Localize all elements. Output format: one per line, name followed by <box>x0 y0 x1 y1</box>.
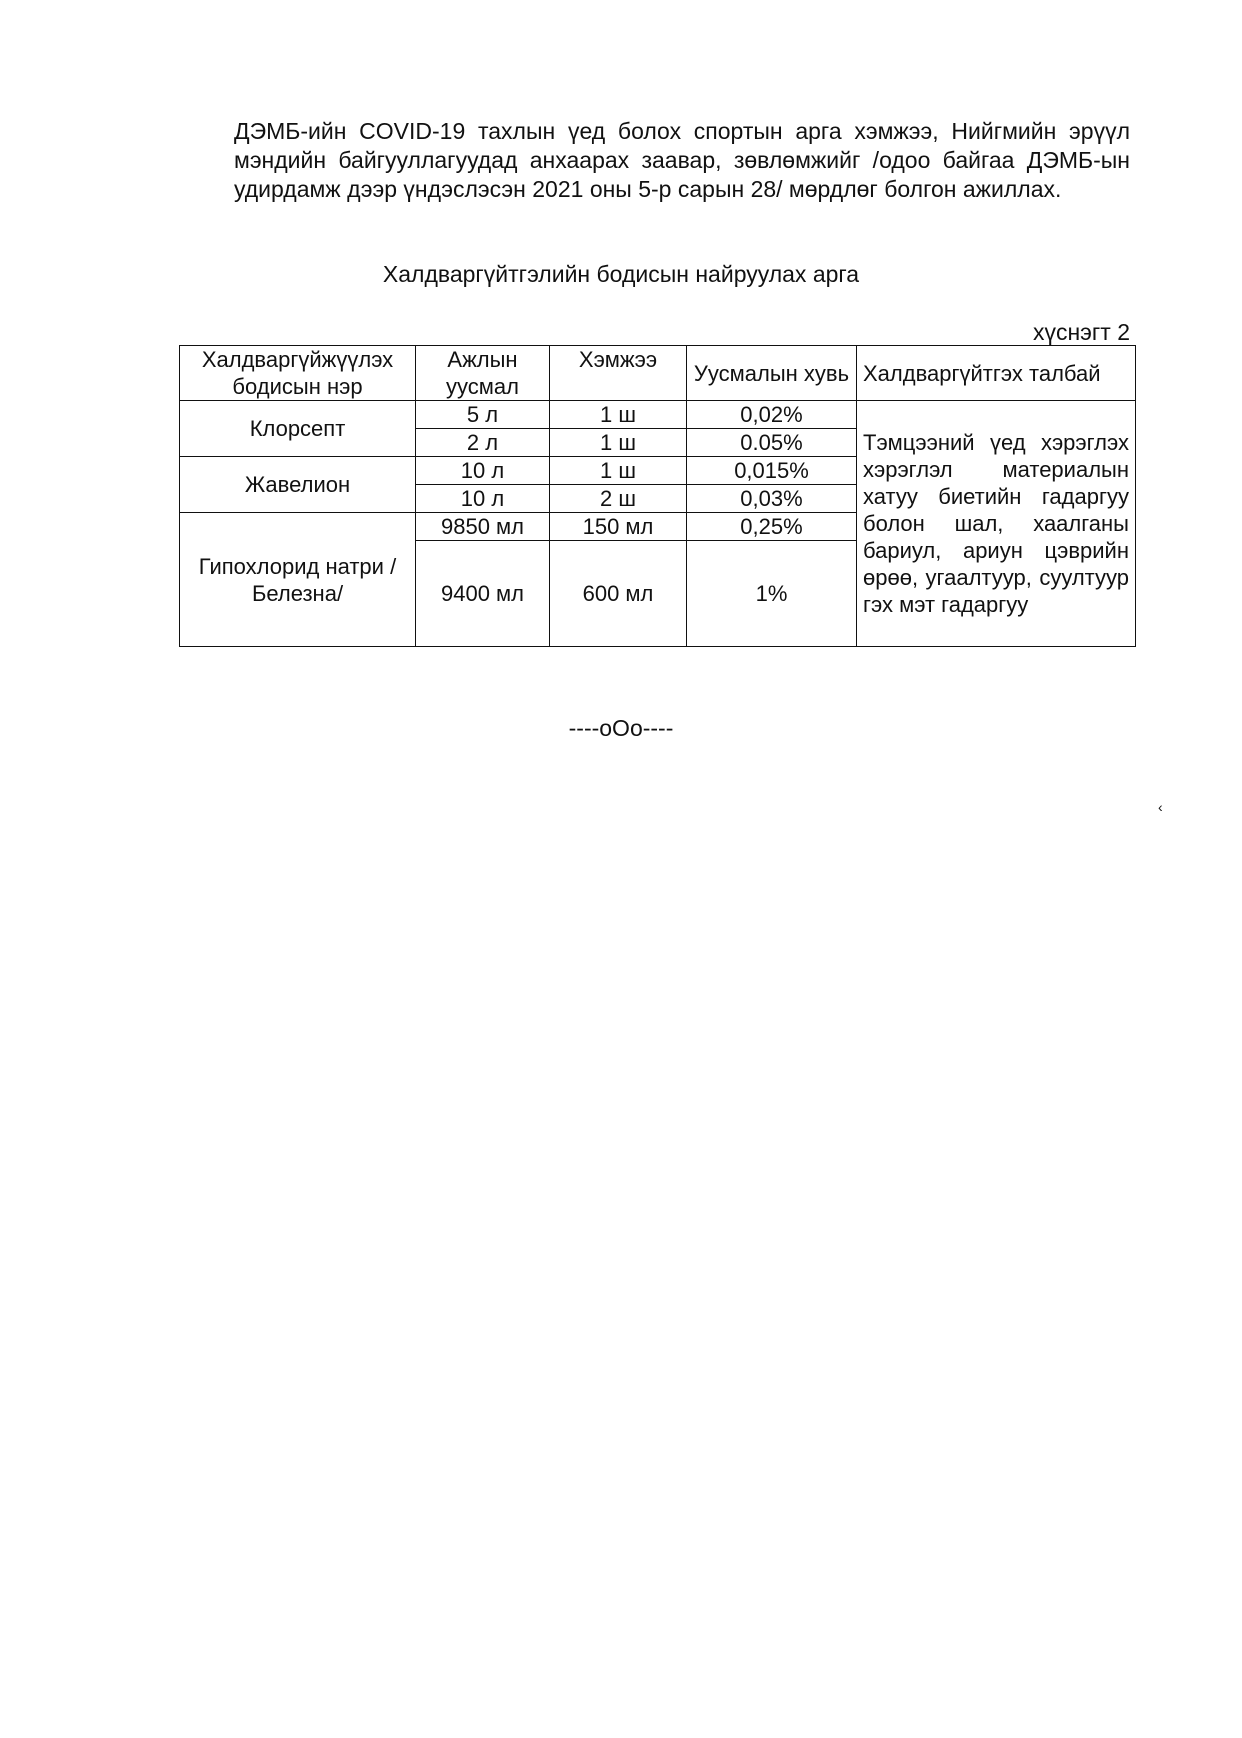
working-solution-cell: 2 л <box>416 429 550 457</box>
working-solution-cell: 10 л <box>416 457 550 485</box>
header-amount: Хэмжээ <box>550 346 687 401</box>
table-title: Халдваргүйтгэлийн бодисын найруулах арга <box>382 261 860 287</box>
working-solution-cell: 5 л <box>416 401 550 429</box>
percent-cell: 0,015% <box>687 457 857 485</box>
header-area: Халдваргүйтгэх талбай <box>857 346 1136 401</box>
substance-name: Гипохлорид натри /Белезна/ <box>180 513 416 647</box>
amount-cell: 2 ш <box>550 485 687 513</box>
intro-paragraph: ДЭМБ-ийн COVID-19 тахлын үед болох спортын арга хэмжээ, Нийгмийн эрүүл мэндийн байгууллагуудад анхаарах заавар, зөвлөмжийг /одоо байгаа ДЭМБ-ын удирдамж дээр үндэслэсэн 2021 оны 5-р сарын 28/ мөрдлөг болгон ажиллах. <box>234 118 1130 202</box>
percent-cell: 0.05% <box>687 429 857 457</box>
percent-cell: 0,02% <box>687 401 857 429</box>
percent-cell: 0,25% <box>687 513 857 541</box>
working-solution-cell: 10 л <box>416 485 550 513</box>
working-solution-cell: 9400 мл <box>416 541 550 647</box>
working-solution-cell: 9850 мл <box>416 513 550 541</box>
amount-cell: 1 ш <box>550 457 687 485</box>
amount-cell: 150 мл <box>550 513 687 541</box>
amount-cell: 1 ш <box>550 429 687 457</box>
substance-name: Клорсепт <box>180 401 416 457</box>
amount-cell: 600 мл <box>550 541 687 647</box>
substance-name: Жавелион <box>180 457 416 513</box>
table-header-row <box>180 346 1136 401</box>
stray-scan-mark: ‹ <box>1158 799 1163 815</box>
header-percent: Уусмалын хувь <box>687 346 857 401</box>
table-number-label: хүснэгт 2 <box>1032 319 1130 345</box>
disinfectant-table <box>179 345 1136 647</box>
percent-cell: 1% <box>687 541 857 647</box>
table-row <box>180 401 1136 429</box>
amount-cell: 1 ш <box>550 401 687 429</box>
percent-cell: 0,03% <box>687 485 857 513</box>
header-working-solution: Ажлын уусмал <box>416 346 550 401</box>
header-name: Халдваргүйжүүлэх бодисын нэр <box>180 346 416 401</box>
disinfection-area-cell: Тэмцээний үед хэрэглэх хэрэглэл материалын хатуу биетийн гадаргуу болон шал, хаалганы бариул, ариун цэврийн өрөө, угаалтуур, суултуур гэх мэт гадаргуу <box>857 401 1136 647</box>
end-of-document-mark: ----oOo---- <box>568 715 674 741</box>
